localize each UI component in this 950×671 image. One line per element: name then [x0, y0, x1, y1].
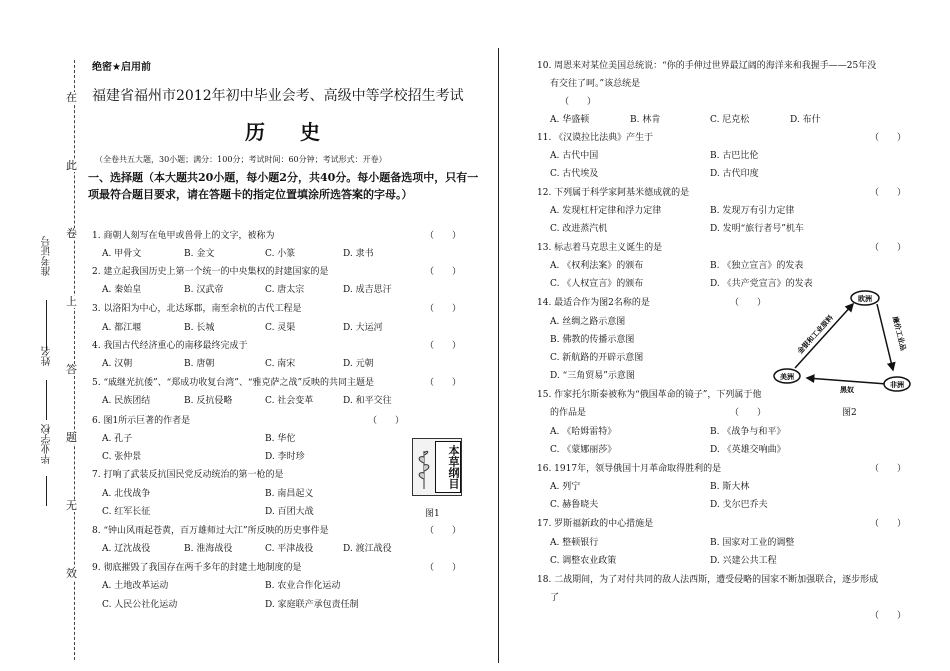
- option: D. 兴建公共工程: [710, 556, 777, 566]
- name-line: [46, 380, 47, 420]
- binding-char: 卷: [66, 227, 77, 240]
- question-stem: 14. 最适合作为图2名称的是: [537, 298, 650, 308]
- answer-paren: （ ）: [368, 416, 405, 426]
- option: A. 孔子: [102, 434, 133, 444]
- exam-number-line: [46, 300, 47, 350]
- question-stem: 9. 彻底摧毁了我国存在两千多年的封建土地制度的是: [92, 563, 302, 573]
- school-label: 毕业学校: [42, 424, 53, 464]
- option: D. 戈尔巴乔夫: [710, 500, 768, 510]
- option: D. 元朝: [343, 359, 374, 369]
- answer-paren: （ ）: [425, 231, 462, 241]
- binding-char: 答: [66, 363, 77, 376]
- option: D. 渡江战役: [343, 544, 392, 554]
- option: A. 秦始皇: [102, 285, 142, 295]
- section-heading: 一、选择题（本大题共20小题，每小题2分，共40分。每小题备选项中，只有一项最符合题目要求，请在答题卡的指定位置填涂所选答案的字母。）: [88, 171, 479, 201]
- option: C. 《蒙娜丽莎》: [550, 445, 617, 455]
- option: B. 农业合作化运动: [265, 581, 341, 591]
- question-stem: 4. 我国古代经济重心的南移最终完成于: [92, 341, 248, 351]
- figure-1-caption: 图1: [425, 509, 440, 519]
- edge-line: [807, 378, 887, 384]
- option: A. 整顿银行: [550, 538, 599, 548]
- question-stem: 8. “钟山风雨起苍黄，百万雄师过大江”所反映的历史事件是: [92, 526, 329, 536]
- edge-line: [877, 304, 893, 370]
- option: D. 发明“旅行者号”机车: [710, 224, 804, 234]
- option: B. 汉武帝: [184, 285, 224, 295]
- question-stem: 3. 以洛阳为中心，北达琢郡，南至余杭的古代工程是: [92, 304, 302, 314]
- answer-paren: （ ）: [425, 304, 462, 314]
- answer-paren: （ ）: [730, 298, 767, 308]
- figure-1-book: [412, 438, 462, 496]
- figure-2-caption: 图2: [842, 408, 857, 418]
- question-stem: 12. 下列属于科学家阿基米德成就的是: [537, 188, 690, 198]
- option: B. 佛教的传播示意图: [550, 335, 635, 345]
- question-stem: 17. 罗斯福新政的中心措施是: [537, 519, 654, 529]
- option: A. 土地改革运动: [102, 581, 169, 591]
- binding-char: 在: [66, 91, 77, 104]
- option: A. 发现杠杆定律和浮力定律: [550, 206, 662, 216]
- answer-paren: （ ）: [425, 563, 462, 573]
- option: D. 李时珍: [265, 452, 305, 462]
- column-divider: [498, 48, 499, 663]
- answer-paren: （ ）: [425, 267, 462, 277]
- option: C. 调整农业政策: [550, 556, 617, 566]
- option: C. 南宋: [265, 359, 296, 369]
- option: B. 唐朝: [184, 359, 215, 369]
- option: C. 古代埃及: [550, 169, 599, 179]
- subject-title: 历 史: [245, 120, 334, 144]
- secret-mark: 绝密★启用前: [92, 62, 151, 73]
- answer-paren: （ ）: [425, 526, 462, 536]
- option: C. 新航路的开辟示意图: [550, 353, 644, 363]
- binding-char: 无: [66, 499, 77, 512]
- node-label: 非洲: [890, 380, 904, 389]
- question-stem: 16. 1917年，领导俄国十月革命取得胜利的是: [537, 464, 722, 474]
- option: A. 古代中国: [550, 151, 599, 161]
- option: C. 尼克松: [710, 115, 750, 125]
- exam-title: 福建省福州市2012年初中毕业会考、高级中等学校招生考试: [92, 88, 464, 104]
- option: D. 《英雄交响曲》: [710, 445, 786, 455]
- answer-paren: （ ）: [870, 464, 907, 474]
- option: B. 国家对工业的调整: [710, 538, 795, 548]
- figure-2-diagram: [765, 290, 915, 405]
- school-line: [46, 476, 47, 506]
- option: B. 华佗: [265, 434, 296, 444]
- binding-char: 效: [66, 567, 77, 580]
- option: C. 平津战役: [265, 544, 314, 554]
- answer-paren: （ ）: [870, 133, 907, 143]
- question-stem: 13. 标志着马克思主义诞生的是: [537, 243, 663, 253]
- answer-paren: （ ）: [870, 243, 907, 253]
- edge-label: 黑奴: [840, 385, 854, 394]
- option: D. 隶书: [343, 249, 374, 259]
- question-stem: 10. 周恩来对某位美国总统说：“你的手伸过世界最辽阔的海洋来和我握手——25年没: [537, 61, 877, 71]
- option: C. 张仲景: [102, 452, 142, 462]
- option: C. 赫鲁晓夫: [550, 500, 599, 510]
- answer-paren: （ ）: [870, 188, 907, 198]
- answer-paren: （ ）: [425, 378, 462, 388]
- edge-label: 金银和工业原料: [795, 313, 835, 356]
- option: A. 汉朝: [102, 359, 133, 369]
- option: D. 《共产党宣言》的发表: [710, 279, 813, 289]
- option: C. 《人权宣言》的颁布: [550, 279, 644, 289]
- node-label: 欧洲: [858, 294, 872, 303]
- answer-paren: （ ）: [560, 97, 597, 107]
- option: A. 甲骨文: [102, 249, 142, 259]
- option: B. 斯大林: [710, 482, 750, 492]
- option: C. 小篆: [265, 249, 296, 259]
- question-stem: 18. 二战期间，为了对付共同的敌人法西斯，遭受侵略的国家不断加强联合，逐步形成: [537, 575, 879, 585]
- option: D. “三角贸易”示意图: [550, 371, 635, 381]
- answer-paren: （ ）: [425, 341, 462, 351]
- answer-paren: （ ）: [870, 611, 907, 621]
- book-title: 本草纲目: [435, 441, 461, 493]
- option: D. 布什: [790, 115, 821, 125]
- option: D. 家庭联产承包责任制: [265, 600, 359, 610]
- option: C. 社会变革: [265, 396, 314, 406]
- option: B. 《独立宣言》的发表: [710, 261, 804, 271]
- option: B. 长城: [184, 323, 215, 333]
- option: A. 华盛顿: [550, 115, 590, 125]
- question-stem: 1. 商朝人刻写在龟甲或兽骨上的文字，被称为: [92, 231, 275, 241]
- exam-info: （全卷共五大题，30小题；满分：100分；考试时间：60分钟；考试形式：开卷）: [95, 155, 387, 164]
- exam-number-label: 准考证号: [42, 236, 53, 276]
- option: A. 民族团结: [102, 396, 151, 406]
- option: B. 淮海战役: [184, 544, 233, 554]
- binding-char: 题: [66, 431, 77, 444]
- option: D. 和平交往: [343, 396, 392, 406]
- node-label: 美洲: [780, 372, 794, 381]
- question-stem: 有交往了呵。”该总统是: [550, 79, 641, 89]
- option: A. 丝绸之路示意图: [550, 317, 626, 327]
- question-stem: 的作品是: [550, 408, 587, 418]
- question-stem: 5. “戚继光抗倭”、“郑成功收复台湾”、“雅克萨之战”反映的共同主题是: [92, 378, 375, 388]
- option: B. 反抗侵略: [184, 396, 233, 406]
- answer-paren: （ ）: [870, 519, 907, 529]
- question-stem: 2. 建立起我国历史上第一个统一的中央集权的封建国家的是: [92, 267, 329, 277]
- option: A. 列宁: [550, 482, 581, 492]
- option: A. 都江堰: [102, 323, 142, 333]
- herb-plant-icon: [416, 445, 432, 489]
- option: C. 人民公社化运动: [102, 600, 178, 610]
- option: B. 林肯: [630, 115, 661, 125]
- name-label: 姓名: [42, 346, 53, 366]
- binding-char: 上: [66, 295, 77, 308]
- option: B. 发现万有引力定律: [710, 206, 795, 216]
- option: C. 唐太宗: [265, 285, 305, 295]
- binding-char: 此: [66, 159, 77, 172]
- option: A. 辽沈战役: [102, 544, 151, 554]
- question-stem: 了: [550, 593, 560, 603]
- option: A. 《权利法案》的颁布: [550, 261, 644, 271]
- edge-line: [795, 304, 853, 368]
- option: D. 古代印度: [710, 169, 759, 179]
- option: A. 北伐战争: [102, 489, 151, 499]
- option: A. 《哈姆雷特》: [550, 427, 617, 437]
- option: D. 成吉思汗: [343, 285, 392, 295]
- option: C. 红军长征: [102, 507, 151, 517]
- binding-margin: [0, 0, 85, 671]
- option: B. 古巴比伦: [710, 151, 759, 161]
- option: C. 改进蒸汽机: [550, 224, 608, 234]
- option: D. 百团大战: [265, 507, 314, 517]
- question-stem: 7. 打响了武装反抗国民党反动统治的第一枪的是: [92, 470, 284, 480]
- option: C. 灵渠: [265, 323, 296, 333]
- question-stem: 11. 《汉谟拉比法典》产生于: [537, 133, 654, 143]
- edge-label: 廉价工业品: [890, 315, 909, 352]
- option: D. 大运河: [343, 323, 383, 333]
- option: B. 金文: [184, 249, 215, 259]
- answer-paren: （ ）: [730, 408, 767, 418]
- question-stem: 6. 图1所示巨著的作者是: [92, 416, 191, 426]
- option: B. 《战争与和平》: [710, 427, 786, 437]
- question-stem: 15. 作家托尔斯泰被称为“俄国革命的镜子”，下列属于他: [537, 390, 762, 400]
- option: B. 南昌起义: [265, 489, 314, 499]
